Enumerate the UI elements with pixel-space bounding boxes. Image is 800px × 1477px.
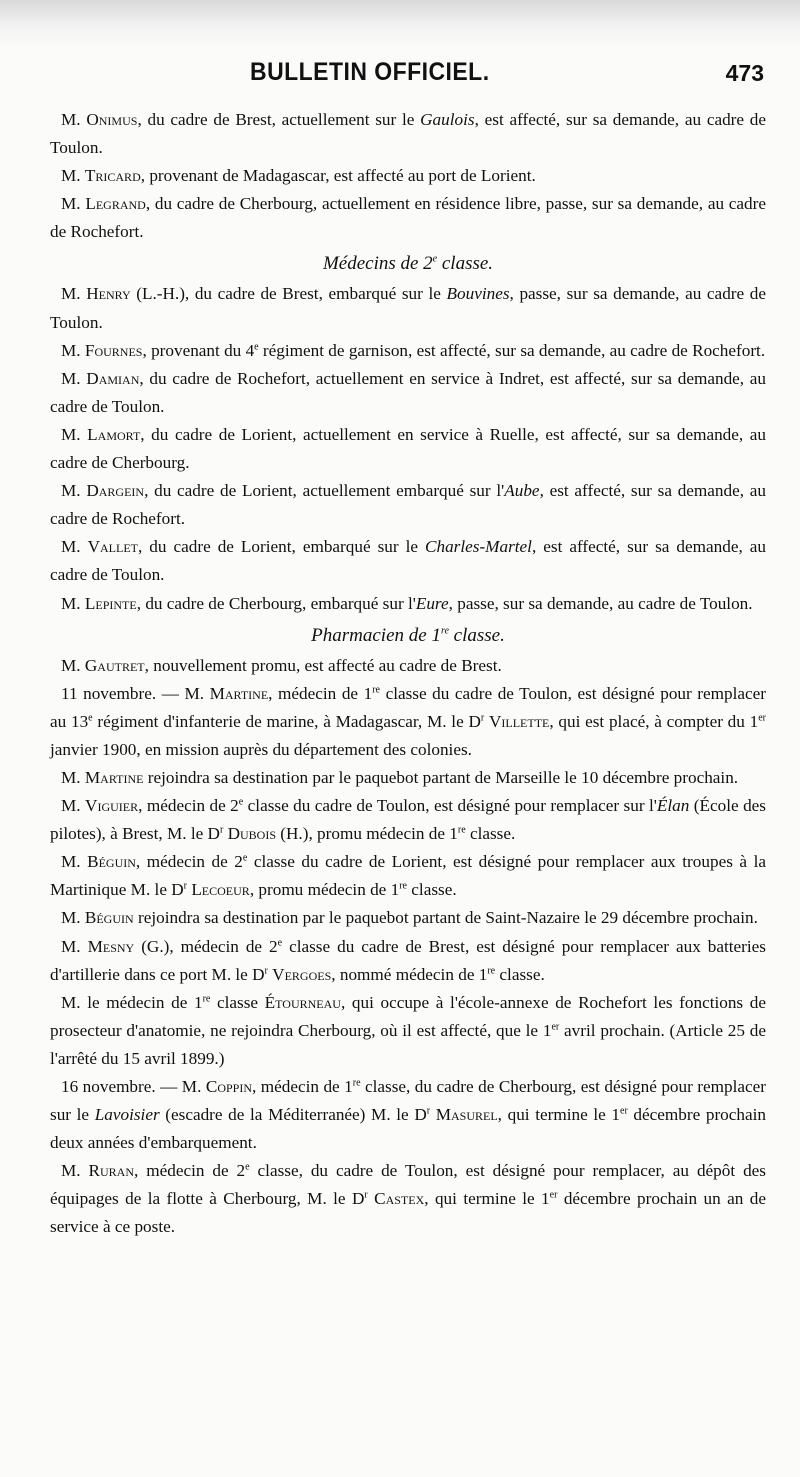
text-run: classe bbox=[210, 992, 265, 1012]
text-run: (H.), promu médecin de 1 bbox=[276, 824, 458, 844]
text-run: M. bbox=[61, 852, 88, 872]
bulletin-title: BULLETIN OFFICIEL. bbox=[250, 58, 490, 86]
text-run: M. bbox=[61, 655, 85, 675]
body-text bbox=[50, 106, 766, 1242]
text-run: , qui est placé, à compter du 1 bbox=[549, 711, 759, 731]
page-number: 473 bbox=[725, 60, 764, 86]
text-run: M. bbox=[61, 767, 85, 787]
text-run: classe. bbox=[407, 880, 457, 900]
superscript: r bbox=[183, 880, 188, 892]
text-run: M. bbox=[61, 936, 88, 956]
text-run: (G.), médecin de 2 bbox=[134, 936, 278, 956]
text-run: M. bbox=[61, 284, 87, 304]
text-run: , médecin de 2 bbox=[134, 1161, 246, 1181]
text-run: , provenant de Madagascar, est affecté au port de Lorient. bbox=[140, 166, 536, 186]
person-name: Viguier bbox=[85, 796, 139, 816]
paragraph bbox=[50, 590, 766, 618]
text-run: , passe, sur sa demande, au cadre de Toulon. bbox=[50, 284, 766, 332]
paragraph bbox=[50, 1157, 766, 1241]
person-name: Lamort bbox=[87, 424, 141, 444]
ship-name: Gaulois bbox=[420, 110, 475, 129]
text-run: , du cadre de Lorient, embarqué sur le bbox=[138, 537, 426, 557]
paragraph bbox=[50, 652, 766, 680]
text-run: M. bbox=[61, 593, 85, 613]
text-run: , du cadre de Cherbourg, actuellement en résidence libre, passe, sur sa demande, au cadre de Rochefort. bbox=[50, 194, 766, 242]
paragraph bbox=[50, 792, 766, 848]
text-run: classe du cadre de Brest, est désigné pour remplacer aux batteries d'artillerie dans ce port M. le D bbox=[50, 936, 766, 984]
superscript: er bbox=[758, 712, 766, 724]
text-run: classe, du cadre de Toulon, est désigné pour remplacer, au dépôt des équipages de la flotte à Cherbourg, M. le D bbox=[50, 1161, 766, 1209]
paragraph bbox=[50, 989, 766, 1073]
text-run: , qui termine le 1 bbox=[424, 1189, 550, 1209]
paragraph bbox=[50, 280, 766, 336]
superscript: r bbox=[364, 1189, 368, 1201]
text-run: , est affecté, sur sa demande, au cadre de Rochefort. bbox=[50, 481, 766, 529]
text-run: , qui occupe à l'école-annexe de Rochefort les fonctions de prosecteur d'anatomie, ne rejoindra Cherbourg, où il est affecté, que le 1 bbox=[50, 992, 766, 1040]
text-run: M. bbox=[61, 194, 86, 214]
ship-name: Eure bbox=[415, 593, 449, 613]
text-run: , est affecté, sur sa demande, au cadre de Toulon. bbox=[50, 537, 766, 585]
person-name: Onimus bbox=[86, 110, 138, 129]
paragraph bbox=[50, 106, 766, 162]
running-header bbox=[0, 58, 800, 92]
person-name: Lecoeur bbox=[191, 880, 250, 900]
text-run: (escadre de la Méditerranée) M. le D bbox=[159, 1105, 427, 1125]
paragraph bbox=[50, 477, 766, 533]
text-run: rejoindra sa destination par le paquebot partant de Marseille le 10 décembre prochain. bbox=[143, 767, 739, 787]
text-run: 16 novembre. — M. bbox=[61, 1077, 206, 1096]
text-run: , promu médecin de 1 bbox=[249, 880, 400, 900]
person-name: Martine bbox=[209, 683, 269, 703]
person-name: Tricard bbox=[84, 166, 141, 186]
paragraph bbox=[50, 337, 766, 365]
person-name: Dargein bbox=[86, 481, 145, 501]
ship-name: Lavoisier bbox=[94, 1105, 160, 1125]
text-run: , nommé médecin de 1 bbox=[331, 964, 488, 984]
text-run: , médecin de 1 bbox=[268, 683, 373, 703]
section-heading bbox=[50, 621, 766, 651]
text-run: M. bbox=[61, 537, 88, 557]
ship-name: Aube bbox=[504, 481, 540, 501]
text-run: décembre prochain un an de service à ce poste. bbox=[50, 1189, 766, 1237]
paragraph bbox=[50, 764, 766, 792]
paragraph bbox=[50, 162, 766, 190]
text-run: (École des pilotes), à Brest, M. le D bbox=[50, 796, 766, 844]
text-run: classe. bbox=[437, 253, 494, 275]
paragraph bbox=[50, 848, 766, 904]
text-run: , du cadre de Brest, actuellement sur le bbox=[137, 110, 421, 129]
paragraph bbox=[50, 421, 766, 477]
paragraph bbox=[50, 933, 766, 989]
text-run: M. bbox=[61, 110, 87, 129]
ship-name: Charles-Martel bbox=[425, 537, 532, 557]
superscript: e bbox=[432, 254, 438, 266]
text-run: janvier 1900, en mission auprès du département des colonies. bbox=[50, 739, 472, 759]
text-run: Médecins de 2 bbox=[322, 253, 433, 275]
text-run: classe du cadre de Toulon, est désigné pour remplacer au 13 bbox=[50, 683, 766, 731]
text-run: , médecin de 2 bbox=[138, 796, 239, 816]
paragraph bbox=[50, 904, 766, 932]
superscript: r bbox=[426, 1105, 431, 1117]
person-name: Masurel bbox=[435, 1105, 498, 1125]
paragraph bbox=[50, 365, 766, 421]
superscript: re bbox=[372, 683, 380, 695]
person-name: Coppin bbox=[205, 1077, 252, 1096]
text-run: , nouvellement promu, est affecté au cadre de Brest. bbox=[144, 655, 502, 675]
superscript: e bbox=[238, 796, 244, 808]
text-run: , provenant du 4 bbox=[142, 340, 255, 360]
text-run: M. bbox=[61, 1161, 89, 1181]
superscript: r bbox=[264, 964, 268, 976]
text-run: , est affecté, sur sa demande, au cadre de Toulon. bbox=[50, 110, 766, 158]
text-run: 11 novembre. — M. bbox=[61, 683, 210, 703]
text-run: , du cadre de Cherbourg, embarqué sur l' bbox=[136, 593, 416, 613]
text-run: , passe, sur sa demande, au cadre de Toulon. bbox=[448, 593, 753, 613]
person-name: Dubois bbox=[227, 824, 276, 844]
text-run: , du cadre de Lorient, actuellement embarqué sur l' bbox=[144, 481, 505, 501]
person-name: Étourneau bbox=[264, 992, 341, 1012]
text-run: classe. bbox=[465, 824, 516, 844]
text-run: classe, du cadre de Cherbourg, est désigné pour remplacer sur le bbox=[50, 1077, 766, 1125]
paragraph bbox=[50, 533, 766, 589]
superscript: e bbox=[88, 712, 93, 724]
person-name: Vallet bbox=[87, 537, 138, 557]
superscript: er bbox=[551, 1021, 560, 1033]
paragraph bbox=[50, 680, 766, 764]
text-run: M. bbox=[61, 908, 85, 928]
text-run: décembre prochain deux années d'embarquement. bbox=[50, 1105, 766, 1153]
superscript: r bbox=[480, 712, 485, 724]
text-run: , du cadre de Lorient, actuellement en service à Ruelle, est affecté, sur sa demande, au cadre de Cherbourg. bbox=[50, 424, 766, 473]
text-run: , qui termine le 1 bbox=[497, 1105, 620, 1125]
text-run: M. bbox=[61, 481, 87, 501]
superscript: re bbox=[399, 880, 407, 892]
superscript: re bbox=[440, 625, 449, 637]
superscript: e bbox=[254, 340, 259, 352]
text-run: régiment d'infanterie de marine, à Madagascar, M. le D bbox=[92, 711, 481, 731]
ship-name: Élan bbox=[656, 796, 690, 816]
superscript: e bbox=[245, 1161, 250, 1173]
superscript: re bbox=[457, 824, 466, 836]
text-run: classe du cadre de Lorient, est désigné pour remplacer aux troupes à la Martinique M. le D bbox=[50, 852, 766, 900]
person-name: Legrand bbox=[85, 194, 146, 214]
superscript: e bbox=[277, 936, 283, 948]
person-name: Lepinte bbox=[84, 593, 137, 613]
text-run: Pharmacien de 1 bbox=[311, 624, 441, 646]
person-name: Damian bbox=[86, 368, 140, 388]
superscript: er bbox=[549, 1189, 558, 1201]
text-run: , médecin de 1 bbox=[252, 1077, 353, 1096]
person-name: Gautret bbox=[84, 655, 145, 675]
text-run: M. bbox=[61, 340, 85, 360]
text-run: (L.-H.), du cadre de Brest, embarqué sur le bbox=[130, 284, 447, 304]
text-run: classe du cadre de Toulon, est désigné pour remplacer sur l' bbox=[243, 796, 657, 816]
paragraph bbox=[50, 1073, 766, 1157]
superscript: e bbox=[242, 852, 248, 864]
person-name: Henry bbox=[86, 284, 131, 304]
text-run: M. le médecin de 1 bbox=[61, 992, 203, 1012]
text-run: , médecin de 2 bbox=[135, 852, 243, 872]
text-run: M. bbox=[61, 166, 85, 186]
superscript: er bbox=[620, 1105, 628, 1117]
person-name: Mesny bbox=[87, 936, 135, 956]
text-run: régiment de garnison, est affecté, sur sa demande, au cadre de Rochefort. bbox=[258, 340, 766, 360]
person-name: Martine bbox=[84, 767, 144, 787]
superscript: re bbox=[352, 1077, 361, 1089]
person-name: Ruran bbox=[88, 1161, 134, 1181]
superscript: re bbox=[202, 992, 211, 1004]
person-name: Vergoes bbox=[272, 964, 332, 984]
text-run: M. bbox=[61, 424, 88, 444]
ship-name: Bouvines bbox=[446, 284, 510, 304]
section-heading bbox=[50, 249, 766, 279]
person-name: Béguin bbox=[87, 852, 136, 872]
person-name: Castex bbox=[374, 1189, 425, 1209]
person-name: Villette bbox=[488, 711, 550, 731]
scan-top-shading bbox=[0, 0, 800, 48]
superscript: r bbox=[219, 824, 224, 836]
superscript: re bbox=[487, 964, 496, 976]
person-name: Fournes bbox=[84, 340, 143, 360]
text-run: classe. bbox=[448, 624, 505, 646]
text-run: M. bbox=[61, 368, 87, 388]
person-name: Béguin bbox=[84, 908, 134, 928]
text-run: classe. bbox=[495, 964, 545, 984]
paragraph bbox=[50, 190, 766, 246]
text-run: M. bbox=[61, 796, 86, 816]
text-run: , du cadre de Rochefort, actuellement en service à Indret, est affecté, sur sa demande, au cadre de Toulon. bbox=[50, 368, 766, 416]
text-run: avril prochain. (Article 25 de l'arrêté du 15 avril 1899.) bbox=[50, 1020, 766, 1068]
text-run: rejoindra sa destination par le paquebot partant de Saint-Nazaire le 29 décembre prochain. bbox=[133, 908, 758, 928]
